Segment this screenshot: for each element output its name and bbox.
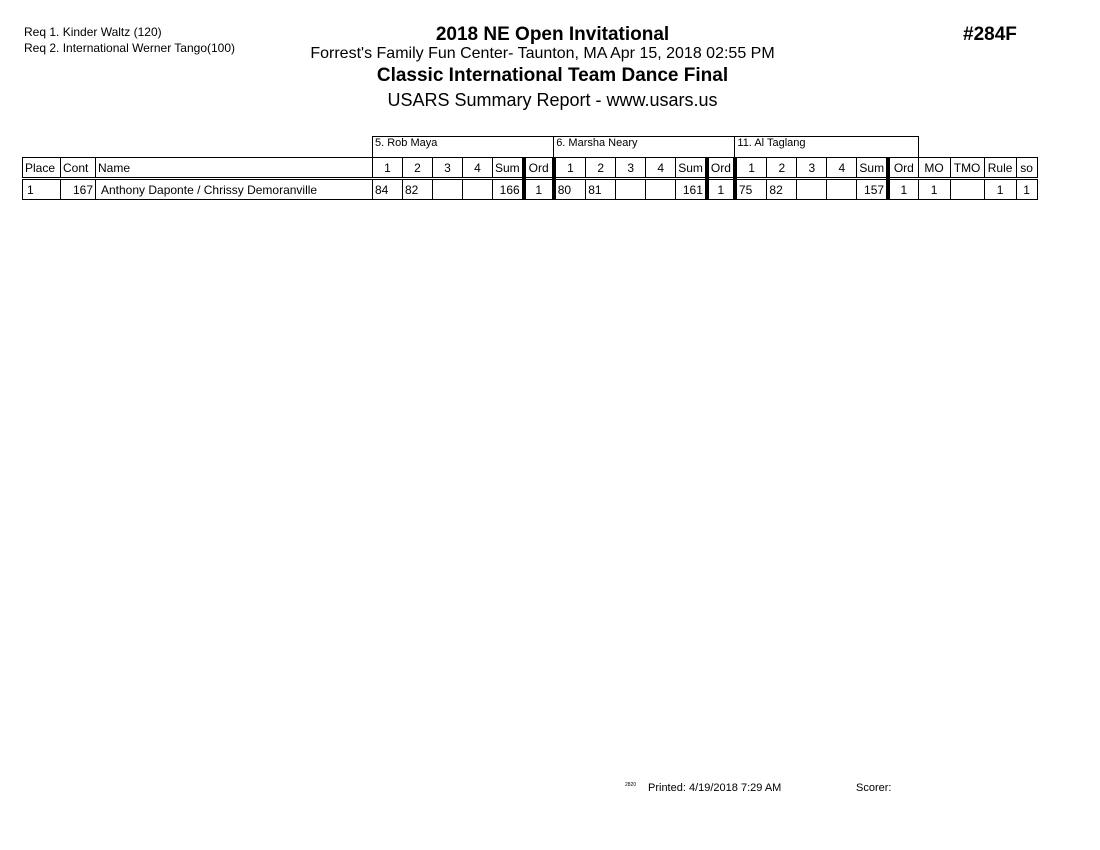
col-mo: MO xyxy=(918,158,950,179)
col-rule: Rule xyxy=(984,158,1016,179)
score xyxy=(797,179,827,200)
score xyxy=(827,179,857,200)
judge-header: 6. Marsha Neary xyxy=(554,137,735,158)
so: 1 xyxy=(1016,179,1037,200)
col-3: 3 xyxy=(616,158,646,179)
judge-header: 11. Al Taglang xyxy=(735,137,918,158)
col-2: 2 xyxy=(403,158,433,179)
score xyxy=(433,179,463,200)
place: 1 xyxy=(23,179,61,200)
col-sum: Sum xyxy=(493,158,524,179)
sum: 157 xyxy=(857,179,888,200)
header-row xyxy=(23,158,1038,179)
cont: 167 xyxy=(61,179,96,200)
col-4: 4 xyxy=(646,158,676,179)
score: 80 xyxy=(554,179,586,200)
sum: 161 xyxy=(676,179,707,200)
summary-table xyxy=(22,136,1038,200)
col-cont: Cont xyxy=(61,158,96,179)
col-1: 1 xyxy=(735,158,767,179)
score xyxy=(463,179,493,200)
col-2: 2 xyxy=(586,158,616,179)
event-number: #284F xyxy=(963,24,1017,45)
ordinal: 1 xyxy=(888,179,918,200)
col-ord: Ord xyxy=(707,158,735,179)
ordinal: 1 xyxy=(707,179,735,200)
score xyxy=(616,179,646,200)
scorer-label: Scorer: xyxy=(856,782,892,794)
col-so: so xyxy=(1016,158,1037,179)
score: 82 xyxy=(403,179,433,200)
col-tmo: TMO xyxy=(950,158,984,179)
name: Anthony Daponte / Chrissy Demoranville xyxy=(96,179,373,200)
requirement-1: Req 1. Kinder Waltz (120) xyxy=(24,25,162,39)
score xyxy=(646,179,676,200)
printed-date: Printed: 4/19/2018 7:29 AM xyxy=(648,782,782,794)
score: 84 xyxy=(373,179,403,200)
col-sum: Sum xyxy=(857,158,888,179)
score: 75 xyxy=(735,179,767,200)
mo: 1 xyxy=(918,179,950,200)
col-name: Name xyxy=(96,158,373,179)
footer-code: 2820 xyxy=(625,782,637,788)
ordinal: 1 xyxy=(524,179,554,200)
col-3: 3 xyxy=(797,158,827,179)
table-row xyxy=(23,179,1038,200)
col-ord: Ord xyxy=(524,158,554,179)
venue-line: Forrest's Family Fun Center- Taunton, MA Apr 15, 2018 02:55 PM xyxy=(310,45,775,62)
event-name: Classic International Team Dance Final xyxy=(376,65,729,86)
col-1: 1 xyxy=(554,158,586,179)
score: 81 xyxy=(586,179,616,200)
event-title: 2018 NE Open Invitational xyxy=(435,24,670,45)
col-4: 4 xyxy=(827,158,857,179)
tmo xyxy=(950,179,984,200)
score: 82 xyxy=(767,179,797,200)
requirement-2: Req 2. International Werner Tango(100) xyxy=(24,41,236,55)
col-ord: Ord xyxy=(888,158,918,179)
judge-header: 5. Rob Maya xyxy=(373,137,554,158)
col-1: 1 xyxy=(373,158,403,179)
report-title: USARS Summary Report - www.usars.us xyxy=(387,90,718,110)
col-place: Place xyxy=(23,158,61,179)
col-4: 4 xyxy=(463,158,493,179)
sum: 166 xyxy=(493,179,524,200)
col-2: 2 xyxy=(767,158,797,179)
col-sum: Sum xyxy=(676,158,707,179)
col-3: 3 xyxy=(433,158,463,179)
rule: 1 xyxy=(984,179,1016,200)
